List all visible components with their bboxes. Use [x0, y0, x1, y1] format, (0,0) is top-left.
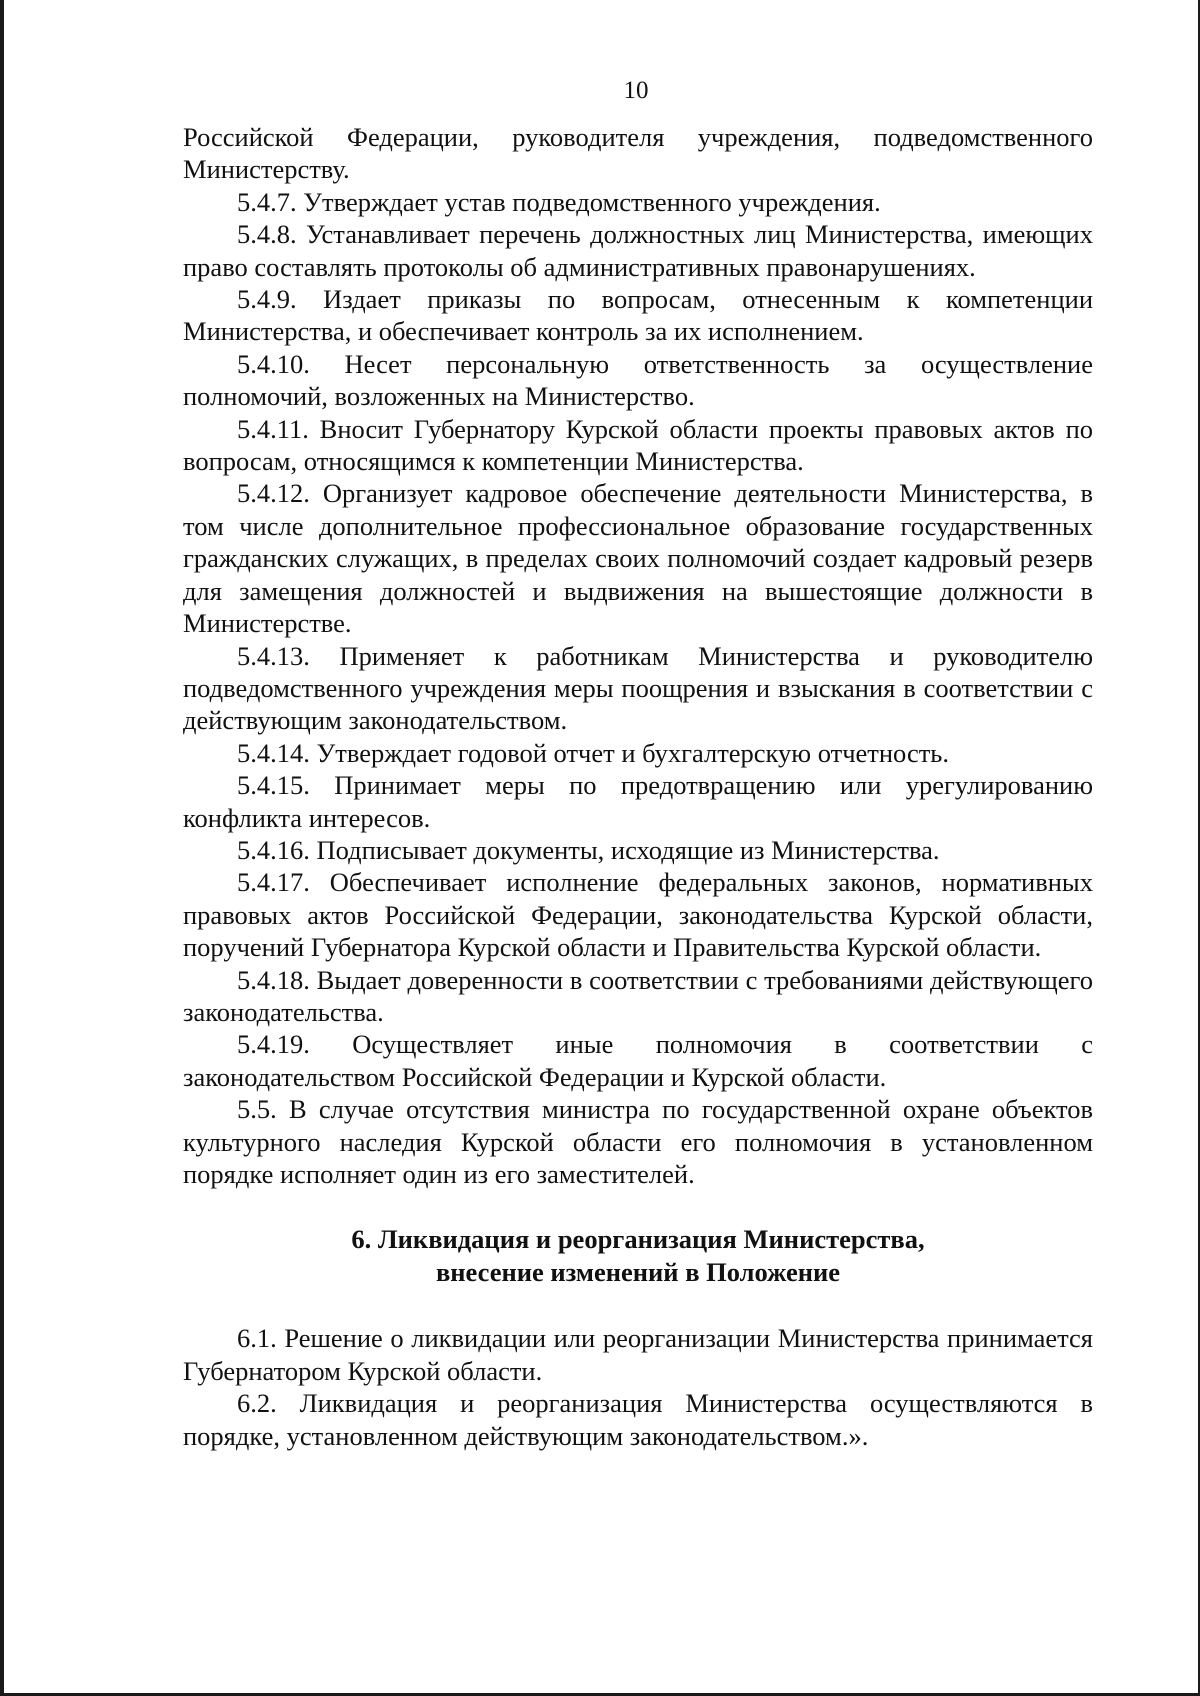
paragraph-5-4-19: 5.4.19. Осуществляет иные полномочия в соответствии с законодательством Российской Федерации и Курской области. — [183, 1029, 1093, 1092]
paragraph-6-2: 6.2. Ликвидация и реорганизация Министерства осуществляются в порядке, установленном действующим законодательством.». — [183, 1388, 1093, 1451]
paragraph-5-4-7: 5.4.7. Утверждает устав подведомственного учреждения. — [237, 186, 881, 217]
paragraph-continuation: Российской Федерации, руководителя учреждения, подведомственного Министерству. — [183, 122, 1093, 185]
paragraph-5-4-8: 5.4.8. Устанавливает перечень должностных лиц Министерства, имеющих право составлять протоколы об административных правонарушениях. — [183, 219, 1093, 282]
paragraph-5-4-10: 5.4.10. Несет персональную ответственность за осуществление полномочий, возложенных на Министерство. — [183, 348, 1093, 412]
scan-edge-left — [0, 0, 4, 1696]
paragraph-5-4-17: 5.4.17. Обеспечивает исполнение федеральных законов, нормативных правовых актов Российской Федерации, законодательства Курской области, поручений Губернатора Курской области и Правительства Курской области. — [183, 867, 1093, 963]
paragraph-5-4-12: 5.4.12. Организует кадровое обеспечение деятельности Министерства, в том числе дополнительное профессиональное образование государственных гражданских служащих, в пределах своих полномочий создает кадровый резерв для замещения должностей и выдвижения на вышестоящие должности в Министерстве. — [183, 478, 1093, 639]
paragraph-5-4-11: 5.4.11. Вносит Губернатору Курской области проекты правовых актов по вопросам, относящимся к компетенции Министерства. — [183, 413, 1093, 477]
page-number: 10 — [623, 77, 649, 104]
paragraph-5-4-13: 5.4.13. Применяет к работникам Министерства и руководителю подведомственного учреждения меры поощрения и взыскания в соответствии с действующим законодательством. — [183, 640, 1093, 736]
paragraph-5-4-16: 5.4.16. Подписывает документы, исходящие из Министерства. — [237, 834, 940, 865]
paragraph-6-1: 6.1. Решение о ликвидации или реорганизации Министерства принимается Губернатором Курской области. — [183, 1323, 1093, 1386]
paragraph-5-5: 5.5. В случае отсутствия министра по государственной охране объектов культурного наследия Курской области его полномочия в установленном порядке исполняет один из его заместителей. — [183, 1094, 1093, 1189]
paragraph-5-4-15: 5.4.15. Принимает меры по предотвращению или урегулированию конфликта интересов. — [183, 770, 1093, 833]
section-heading-line-1: 6. Ликвидация и реорганизация Министерства, — [351, 1224, 925, 1255]
paragraph-5-4-9: 5.4.9. Издает приказы по вопросам, отнесенным к компетенции Министерства, и обеспечивает контроль за их исполнением. — [183, 284, 1093, 347]
spacer — [183, 1289, 1093, 1322]
paragraph-5-4-18: 5.4.18. Выдает доверенности в соответствии с требованиями действующего законодательства. — [183, 964, 1093, 1027]
spacer — [183, 1190, 1093, 1223]
paragraph-5-4-14: 5.4.14. Утверждает годовой отчет и бухгалтерскую отчетность. — [237, 737, 950, 768]
section-heading-line-2: внесение изменений в Положение — [435, 1257, 841, 1288]
document-body — [183, 121, 1093, 1452]
